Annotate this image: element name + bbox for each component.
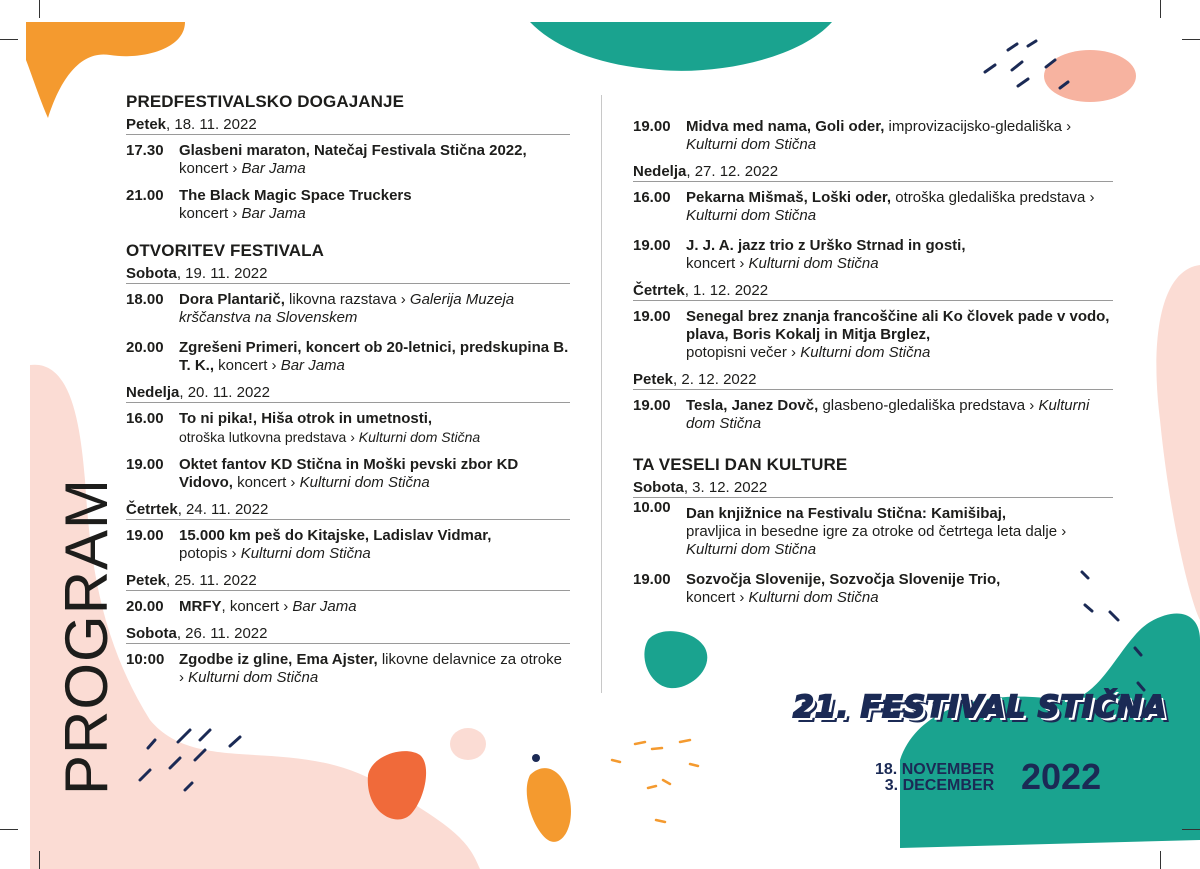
event-time: 19.00 — [126, 527, 164, 544]
event-title: Dora Plantarič, — [179, 291, 285, 308]
peach-circle — [450, 728, 486, 760]
event-title: Sozvočja Slovenije, Sozvočja Slovenije Trio, — [686, 571, 1001, 588]
crop-mark — [1182, 829, 1200, 830]
section-heading: PREDFESTIVALSKO DOGAJANJE — [126, 92, 405, 111]
event-time: 16.00 — [633, 189, 671, 206]
event-title: Senegal brez znanja francoščine ali Ko človek pade v vodo, plava, Boris Kokalj in Mitja Brglez, — [686, 308, 1110, 343]
day-header: Petek, 25. 11. 2022 — [126, 572, 570, 591]
event-title: MRFY — [179, 598, 222, 615]
day-header: Nedelja, 20. 11. 2022 — [126, 384, 570, 403]
event-item: 16.00 Pekarna Mišmaš, Loški oder, otroška gledališka predstava › Kulturni dom Stična — [633, 189, 1095, 224]
event-time: 21.00 — [126, 187, 164, 204]
day-header: Petek, 18. 11. 2022 — [126, 116, 570, 135]
event-venue: Kulturni dom Stična — [800, 344, 931, 361]
event-item: 19.00 Senegal brez znanja francoščine ali Ko človek pade v vodo, plava, Boris Kokalj in Mitja Brglez, potopisni večer › Kulturni dom Stična — [633, 308, 1110, 361]
crop-mark — [1160, 851, 1161, 869]
event-item: 20.00 MRFY, koncert › Bar Jama — [126, 598, 357, 615]
event-item: 19.00 Tesla, Janez Dovč, glasbeno-gledališka predstava › Kulturni dom Stična — [633, 397, 1090, 432]
event-item: 19.00 Sozvočja Slovenije, Sozvočja Slovenije Trio, koncert › Kulturni dom Stična — [633, 571, 1001, 606]
crop-mark — [0, 829, 18, 830]
event-item: 17.30 Glasbeni maraton, Natečaj Festivala Stična 2022, koncert › Bar Jama — [126, 142, 527, 177]
crop-mark — [0, 39, 18, 40]
event-item: 19.00 15.000 km peš do Kitajske, Ladislav Vidmar, potopis › Kulturni dom Stična — [126, 527, 492, 562]
program-left-column — [126, 92, 570, 696]
crop-mark — [39, 0, 40, 18]
event-venue: Kulturni dom Stična — [240, 545, 371, 562]
festival-year: 2022 — [1021, 756, 1102, 797]
salmon-blob-top-right — [1044, 50, 1136, 102]
teal-blob-middle — [644, 631, 707, 688]
orange-dashes — [612, 740, 698, 822]
pink-blob-right — [1156, 265, 1200, 620]
event-venue: Kulturni dom Stična — [358, 429, 481, 445]
event-title: Dan knjižnice na Festivalu Stična: Kamišibaj, — [686, 505, 1007, 522]
day-header: Četrtek, 24. 11. 2022 — [126, 501, 570, 520]
day-header: Sobota, 19. 11. 2022 — [126, 265, 570, 284]
event-item: 19.00 Midva med nama, Goli oder, improvizacijsko-gledališka › Kulturni dom Stična — [633, 118, 1072, 153]
day-header: Sobota, 3. 12. 2022 — [633, 479, 1113, 498]
event-venue: Bar Jama — [292, 598, 357, 615]
program-side-title: PROGRAM — [53, 477, 120, 795]
event-title: Glasbeni maraton, Natečaj Festivala Stična 2022, — [179, 142, 527, 159]
event-time: 20.00 — [126, 598, 164, 615]
event-item: 18.00 Dora Plantarič, likovna razstava › Galerija Muzeja krščanstva na Slovenskem — [126, 291, 515, 326]
event-time: 17.30 — [126, 142, 164, 159]
event-time: 19.00 — [633, 118, 671, 135]
navy-dot — [532, 754, 540, 762]
day-header: Četrtek, 1. 12. 2022 — [633, 282, 1113, 301]
event-title: To ni pika!, Hiša otrok in umetnosti, — [179, 410, 433, 427]
event-title: Zgodbe iz gline, Ema Ajster, — [179, 651, 378, 668]
event-item: 16.00 To ni pika!, Hiša otrok in umetnosti, otroška lutkovna predstava › Kulturni dom Stična — [126, 410, 481, 445]
event-venue: Kulturni dom Stična — [686, 207, 817, 224]
column-divider — [601, 95, 602, 693]
event-title: J. J. A. jazz trio z Urško Strnad in gosti, — [686, 237, 966, 254]
event-venue: Kulturni dom Stična — [748, 255, 879, 272]
event-venue: Kulturni dom Stična — [686, 541, 817, 558]
event-time: 19.00 — [126, 456, 164, 473]
section-heading: TA VESELI DAN KULTURE — [633, 455, 848, 474]
orange-drop — [527, 768, 571, 842]
event-time: 16.00 — [126, 410, 164, 427]
event-venue: Kulturni dom Stična — [299, 474, 430, 491]
event-item: 20.00 Zgrešeni Primeri, koncert ob 20-letnici, predskupina B. T. K., koncert › Bar Jama — [126, 339, 569, 374]
teal-arc-top — [530, 22, 832, 71]
day-header: Nedelja, 27. 12. 2022 — [633, 163, 1113, 182]
event-title: The Black Magic Space Truckers — [179, 187, 412, 204]
festival-dates: 18. NOVEMBER 3. DECEMBER — [875, 761, 995, 794]
event-time: 19.00 — [633, 571, 671, 588]
event-item: 21.00 The Black Magic Space Truckers koncert › Bar Jama — [126, 187, 412, 222]
event-time: 19.00 — [633, 397, 671, 414]
event-item: 19.00 Oktet fantov KD Stična in Moški pevski zbor KD Vidovo, koncert › Kulturni dom Stična — [126, 456, 519, 491]
teal-blob-bottom-right — [900, 614, 1200, 848]
event-time: 18.00 — [126, 291, 164, 308]
event-item: 19.00 J. J. A. jazz trio z Urško Strnad in gosti, koncert › Kulturni dom Stična — [633, 237, 966, 272]
program-right-column — [633, 118, 1113, 616]
event-title: Midva med nama, Goli oder, — [686, 118, 885, 135]
festival-logo — [793, 690, 1168, 797]
event-time: 10.00 — [633, 499, 671, 516]
event-venue: Kulturni dom Stična — [748, 589, 879, 606]
event-venue: Bar Jama — [241, 160, 306, 177]
event-title: Oktet fantov KD Stična in Moški pevski zbor KD Vidovo, — [179, 456, 519, 491]
crop-mark — [1182, 39, 1200, 40]
event-venue: Kulturni dom Stična — [188, 669, 319, 686]
event-venue: Bar Jama — [280, 357, 345, 374]
event-title: 15.000 km peš do Kitajske, Ladislav Vidmar, — [179, 527, 492, 544]
event-venue: Kulturni dom Stična — [686, 136, 817, 153]
event-title: Tesla, Janez Dovč, — [686, 397, 819, 414]
event-venue: Bar Jama — [241, 205, 306, 222]
event-time: 19.00 — [633, 237, 671, 254]
event-title: Zgrešeni Primeri, koncert ob 20-letnici, predskupina B. T. K., — [179, 339, 569, 374]
event-venue: Galerija Muzeja krščanstva na Slovenskem — [179, 291, 515, 326]
day-header: Sobota, 26. 11. 2022 — [126, 625, 570, 644]
event-time: 19.00 — [633, 308, 671, 325]
event-item: 10.00 Dan knjižnice na Festivalu Stična: Kamišibaj, pravljica in besedne igre za otroke od četrtega leta dalje › Kulturni dom Stična — [633, 499, 1067, 558]
day-header: Petek, 2. 12. 2022 — [633, 371, 1113, 390]
crop-mark — [1160, 0, 1161, 18]
event-title: Pekarna Mišmaš, Loški oder, — [686, 189, 892, 206]
event-item: 10:00 Zgodbe iz gline, Ema Ajster, likovne delavnice za otroke › Kulturni dom Stična — [126, 651, 562, 686]
event-time: 20.00 — [126, 339, 164, 356]
festival-logo-title: 21. FESTIVAL STIČNA — [793, 690, 1168, 725]
crop-mark — [39, 851, 40, 869]
event-time: 10:00 — [126, 651, 165, 668]
event-venue: Kulturni dom Stična — [686, 397, 1090, 432]
section-heading: OTVORITEV FESTIVALA — [126, 241, 325, 260]
